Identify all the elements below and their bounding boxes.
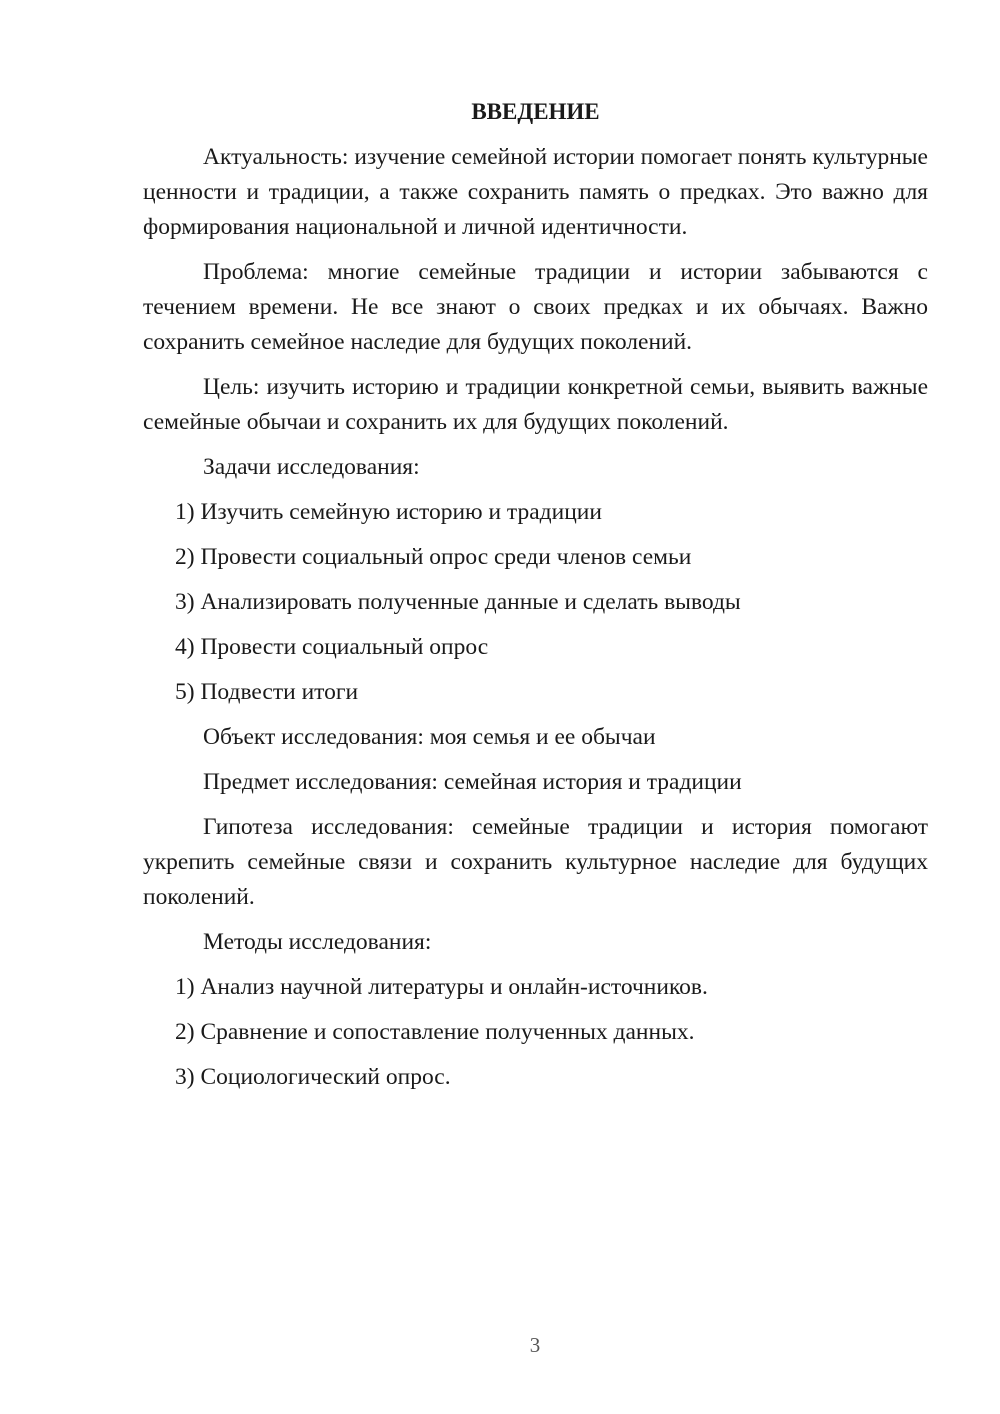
- method-item: 2) Сравнение и сопоставление полученных данных.: [175, 1019, 695, 1045]
- task-item: 5) Подвести итоги: [175, 679, 359, 705]
- object-paragraph: Объект исследования: моя семья и ее обычаи: [203, 724, 656, 750]
- methods-list: [143, 970, 928, 1095]
- methods-heading: Методы исследования:: [203, 929, 432, 955]
- task-item: 4) Провести социальный опрос: [175, 634, 489, 660]
- task-item: 3) Анализировать полученные данные и сделать выводы: [175, 589, 741, 615]
- task-item: 1) Изучить семейную историю и традиции: [175, 499, 602, 525]
- relevance-paragraph: Актуальность: изучение семейной истории помогает понять культурные ценности и традиции, а также сохранить память о предках. Это важно для формирования национальной и личной идентичности.: [143, 144, 928, 240]
- problem-paragraph: Проблема: многие семейные традиции и истории забываются с течением времени. Не все знают о своих предках и их обычаях. Важно сохранить семейное наследие для будущих поколений.: [143, 259, 928, 355]
- page-content: [143, 94, 928, 1105]
- page-number: 3: [529, 1333, 541, 1357]
- task-item: 2) Провести социальный опрос среди членов семьи: [175, 544, 692, 570]
- goal-paragraph: Цель: изучить историю и традиции конкретной семьи, выявить важные семейные обычаи и сохранить их для будущих поколений.: [143, 374, 928, 435]
- section-title: ВВЕДЕНИЕ: [471, 99, 600, 124]
- tasks-list: [143, 495, 928, 710]
- method-item: 1) Анализ научной литературы и онлайн-источников.: [175, 974, 708, 1000]
- method-item: 3) Социологический опрос.: [175, 1064, 451, 1090]
- subject-paragraph: Предмет исследования: семейная история и традиции: [203, 769, 742, 795]
- tasks-heading: Задачи исследования:: [203, 454, 420, 480]
- hypothesis-paragraph: Гипотеза исследования: семейные традиции и история помогают укрепить семейные связи и сохранить культурное наследие для будущих поколений.: [143, 814, 928, 910]
